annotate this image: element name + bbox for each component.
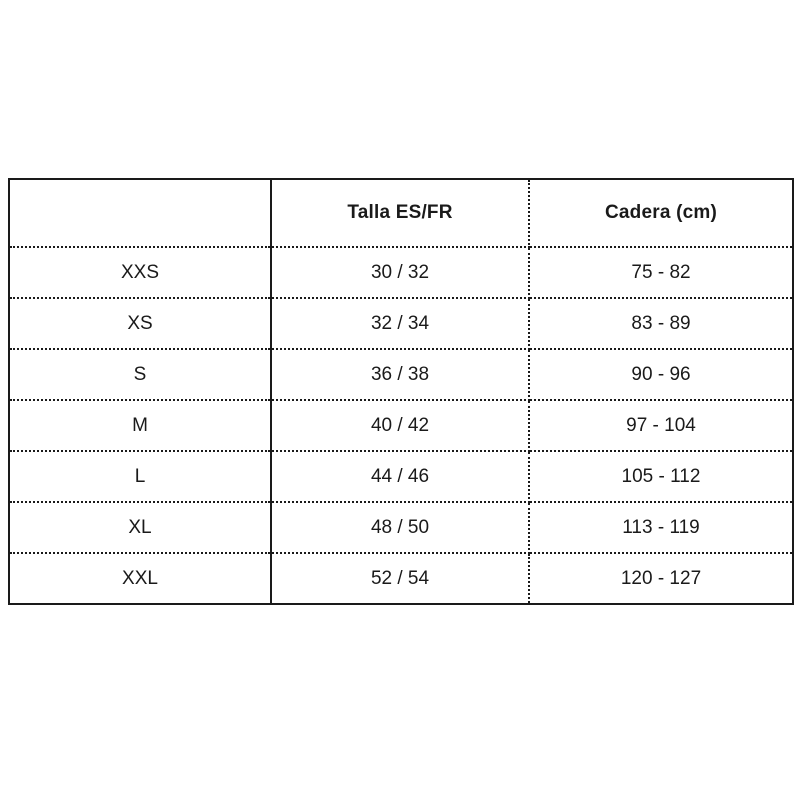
cell-talla: 36 / 38 — [271, 349, 529, 400]
column-header-talla: Talla ES/FR — [271, 179, 529, 247]
table-row — [9, 553, 793, 604]
table-row — [9, 400, 793, 451]
column-header-cadera: Cadera (cm) — [529, 179, 793, 247]
cell-talla: 48 / 50 — [271, 502, 529, 553]
cell-size: XL — [9, 502, 271, 553]
cell-cadera: 120 - 127 — [529, 553, 793, 604]
cell-size: XS — [9, 298, 271, 349]
size-table-container — [8, 178, 792, 605]
cell-cadera: 105 - 112 — [529, 451, 793, 502]
cell-cadera: 97 - 104 — [529, 400, 793, 451]
cell-talla: 44 / 46 — [271, 451, 529, 502]
table-row — [9, 247, 793, 298]
table-header-row — [9, 179, 793, 247]
column-header-size — [9, 179, 271, 247]
table-row — [9, 298, 793, 349]
cell-talla: 32 / 34 — [271, 298, 529, 349]
cell-cadera: 83 - 89 — [529, 298, 793, 349]
cell-cadera: 75 - 82 — [529, 247, 793, 298]
cell-size: XXS — [9, 247, 271, 298]
cell-talla: 52 / 54 — [271, 553, 529, 604]
cell-cadera: 90 - 96 — [529, 349, 793, 400]
table-row — [9, 349, 793, 400]
cell-size: L — [9, 451, 271, 502]
cell-talla: 30 / 32 — [271, 247, 529, 298]
table-row — [9, 502, 793, 553]
cell-talla: 40 / 42 — [271, 400, 529, 451]
cell-cadera: 113 - 119 — [529, 502, 793, 553]
cell-size: S — [9, 349, 271, 400]
cell-size: M — [9, 400, 271, 451]
table-row — [9, 451, 793, 502]
size-table — [8, 178, 794, 605]
cell-size: XXL — [9, 553, 271, 604]
